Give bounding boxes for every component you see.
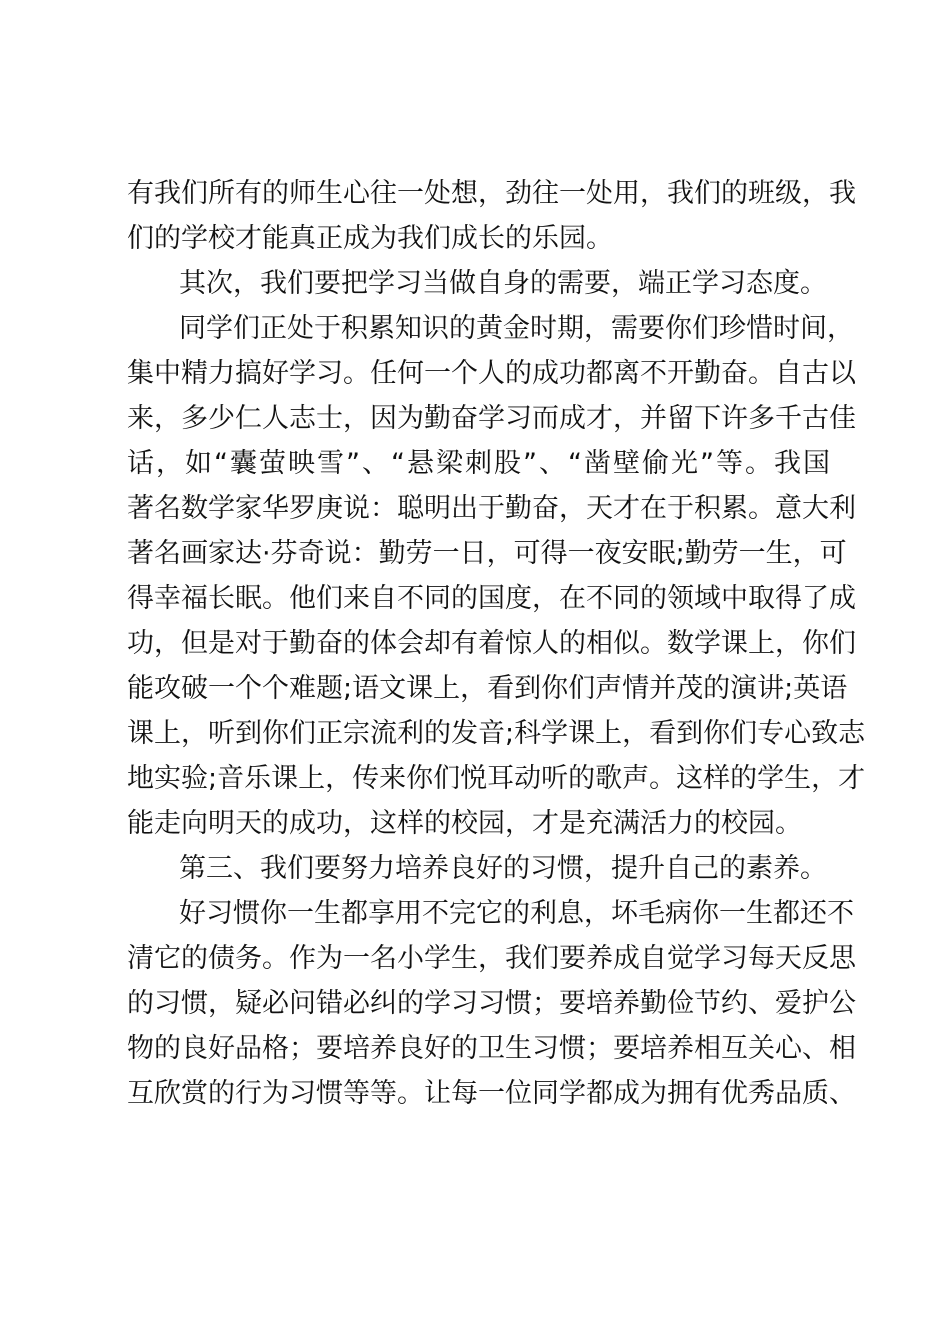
text-line: 的习惯，疑必问错必纠的学习习惯；要培养勤俭节约、爱护公: [127, 988, 856, 1019]
text-line: 们的学校才能真正成为我们成长的乐园。: [127, 223, 613, 254]
text-line: 功，但是对于勤奋的体会却有着惊人的相似。数学课上，你们: [127, 628, 856, 659]
text-line: 清它的债务。作为一名小学生，我们要养成自觉学习每天反思: [127, 943, 856, 974]
text-line: 课上，听到你们正宗流利的发音;科学课上，看到你们专心致志: [127, 718, 866, 749]
text-line: 话，如“囊萤映雪”、“悬梁刺股”、“凿壁偷光”等。我国: [127, 448, 830, 479]
text-line: 能走向明天的成功，这样的校园，才是充满活力的校园。: [127, 808, 802, 839]
text-line: 物的良好品格；要培养良好的卫生习惯；要培养相互关心、相: [127, 1033, 856, 1064]
text-line: 集中精力搞好学习。任何一个人的成功都离不开勤奋。自古以: [127, 358, 856, 389]
text-line: 有我们所有的师生心往一处想，劲往一处用，我们的班级，我: [127, 178, 856, 209]
paragraph-heading: 其次，我们要把学习当做自身的需要，端正学习态度。: [179, 268, 827, 299]
paragraph-heading: 第三、我们要努力培养良好的习惯，提升自己的素养。: [179, 853, 827, 884]
text-line: 能攻破一个个难题;语文课上，看到你们声情并茂的演讲;英语: [127, 673, 848, 704]
text-line: 来，多少仁人志士，因为勤奋学习而成才，并留下许多千古佳: [127, 403, 856, 434]
text-line: 著名画家达·芬奇说：勤劳一日，可得一夜安眠;勤劳一生，可: [127, 538, 847, 569]
text-line: 著名数学家华罗庚说：聪明出于勤奋，天才在于积累。意大利: [127, 493, 856, 524]
text-line: 好习惯你一生都享用不完它的利息，坏毛病你一生都还不: [179, 898, 854, 929]
text-line: 同学们正处于积累知识的黄金时期，需要你们珍惜时间，: [179, 313, 854, 344]
text-line: 得幸福长眠。他们来自不同的国度，在不同的领域中取得了成: [127, 583, 856, 614]
text-line: 地实验;音乐课上，传来你们悦耳动听的歌声。这样的学生，才: [127, 763, 866, 794]
text-line: 互欣赏的行为习惯等等。让每一位同学都成为拥有优秀品质、: [127, 1078, 856, 1109]
